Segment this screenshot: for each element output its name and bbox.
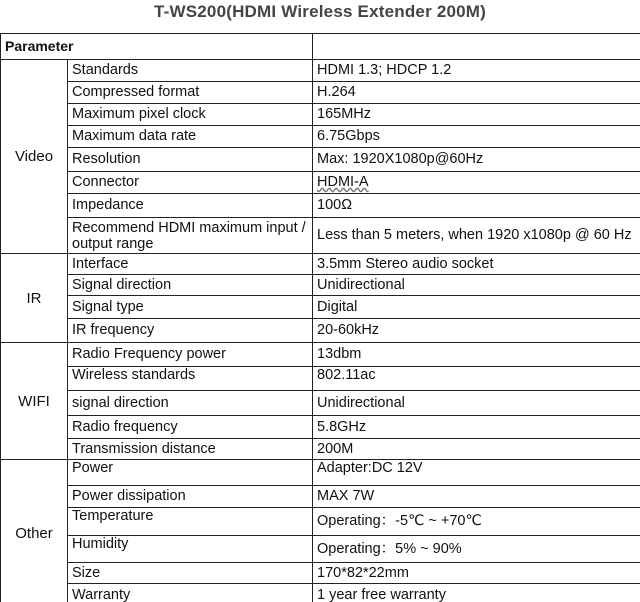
param-cell: Power dissipation: [68, 486, 313, 508]
value-cell: Max: 1920X1080p@60Hz: [313, 148, 640, 172]
table-row: [1, 60, 640, 82]
param-cell: Humidity: [68, 536, 313, 563]
value-cell: 170*82*22mm: [313, 563, 640, 584]
value-cell: MAX 7W: [313, 486, 640, 508]
table-row: [1, 416, 640, 439]
param-cell: Recommend HDMI maximum input / output range: [68, 218, 313, 254]
param-cell: Transmission distance: [68, 439, 313, 460]
group-label-wifi: WIFI: [1, 343, 68, 460]
spec-table: [0, 33, 640, 602]
value-cell: Unidirectional: [313, 275, 640, 296]
value-cell: 100Ω: [313, 194, 640, 218]
parameter-header: Parameter: [1, 34, 313, 60]
value-cell: 802.11ac: [313, 367, 640, 391]
param-cell: Size: [68, 563, 313, 584]
table-row: [1, 82, 640, 104]
param-cell: Resolution: [68, 148, 313, 172]
param-cell: Radio Frequency power: [68, 343, 313, 367]
table-row: [1, 254, 640, 275]
table-row: [1, 275, 640, 296]
param-cell: Maximum data rate: [68, 126, 313, 148]
table-row: [1, 104, 640, 126]
table-row: [1, 391, 640, 416]
table-row: [1, 343, 640, 367]
value-cell: 165MHz: [313, 104, 640, 126]
value-cell: Adapter:DC 12V: [313, 460, 640, 486]
value-cell: Operating：5% ~ 90%: [313, 536, 640, 563]
param-cell: Maximum pixel clock: [68, 104, 313, 126]
param-cell: Connector: [68, 172, 313, 194]
table-row: [1, 563, 640, 584]
group-label-other: Other: [1, 460, 68, 602]
param-cell: Radio frequency: [68, 416, 313, 439]
value-cell: 5.8GHz: [313, 416, 640, 439]
param-cell: Interface: [68, 254, 313, 275]
value-cell: [313, 172, 640, 194]
header-empty-cell: [313, 34, 640, 60]
table-row: [1, 584, 640, 602]
value-cell: Digital: [313, 296, 640, 319]
table-row: [1, 439, 640, 460]
table-row: [1, 486, 640, 508]
table-header-row: [1, 34, 640, 60]
param-cell: IR frequency: [68, 319, 313, 343]
param-cell: Signal direction: [68, 275, 313, 296]
param-cell: Standards: [68, 60, 313, 82]
param-cell: Warranty: [68, 584, 313, 602]
table-row: [1, 460, 640, 486]
value-cell: Less than 5 meters, when 1920 x1080p @ 60 Hz: [313, 218, 640, 254]
param-cell: Compressed format: [68, 82, 313, 104]
param-cell: Wireless standards: [68, 367, 313, 391]
param-cell: Temperature: [68, 508, 313, 536]
table-row: [1, 319, 640, 343]
value-cell: 13dbm: [313, 343, 640, 367]
value-cell: 20-60kHz: [313, 319, 640, 343]
group-label-ir: IR: [1, 254, 68, 343]
param-cell: signal direction: [68, 391, 313, 416]
value-cell: H.264: [313, 82, 640, 104]
connector-value: HDMI-A: [317, 174, 369, 190]
group-label-video: Video: [1, 60, 68, 254]
value-cell: 1 year free warranty: [313, 584, 640, 602]
value-cell: 3.5mm Stereo audio socket: [313, 254, 640, 275]
table-row: [1, 536, 640, 563]
value-cell: 200M: [313, 439, 640, 460]
table-row: [1, 172, 640, 194]
value-cell: Operating：-5℃ ~ +70℃: [313, 508, 640, 536]
table-row: [1, 194, 640, 218]
table-row: [1, 296, 640, 319]
value-cell: 6.75Gbps: [313, 126, 640, 148]
table-row: [1, 148, 640, 172]
table-row: [1, 126, 640, 148]
value-cell: Unidirectional: [313, 391, 640, 416]
value-cell: HDMI 1.3; HDCP 1.2: [313, 60, 640, 82]
param-cell: Impedance: [68, 194, 313, 218]
param-cell: Signal type: [68, 296, 313, 319]
table-row: [1, 508, 640, 536]
table-row: [1, 367, 640, 391]
param-cell: Power: [68, 460, 313, 486]
page-title: T-WS200(HDMI Wireless Extender 200M): [153, 2, 487, 21]
table-row: [1, 218, 640, 254]
